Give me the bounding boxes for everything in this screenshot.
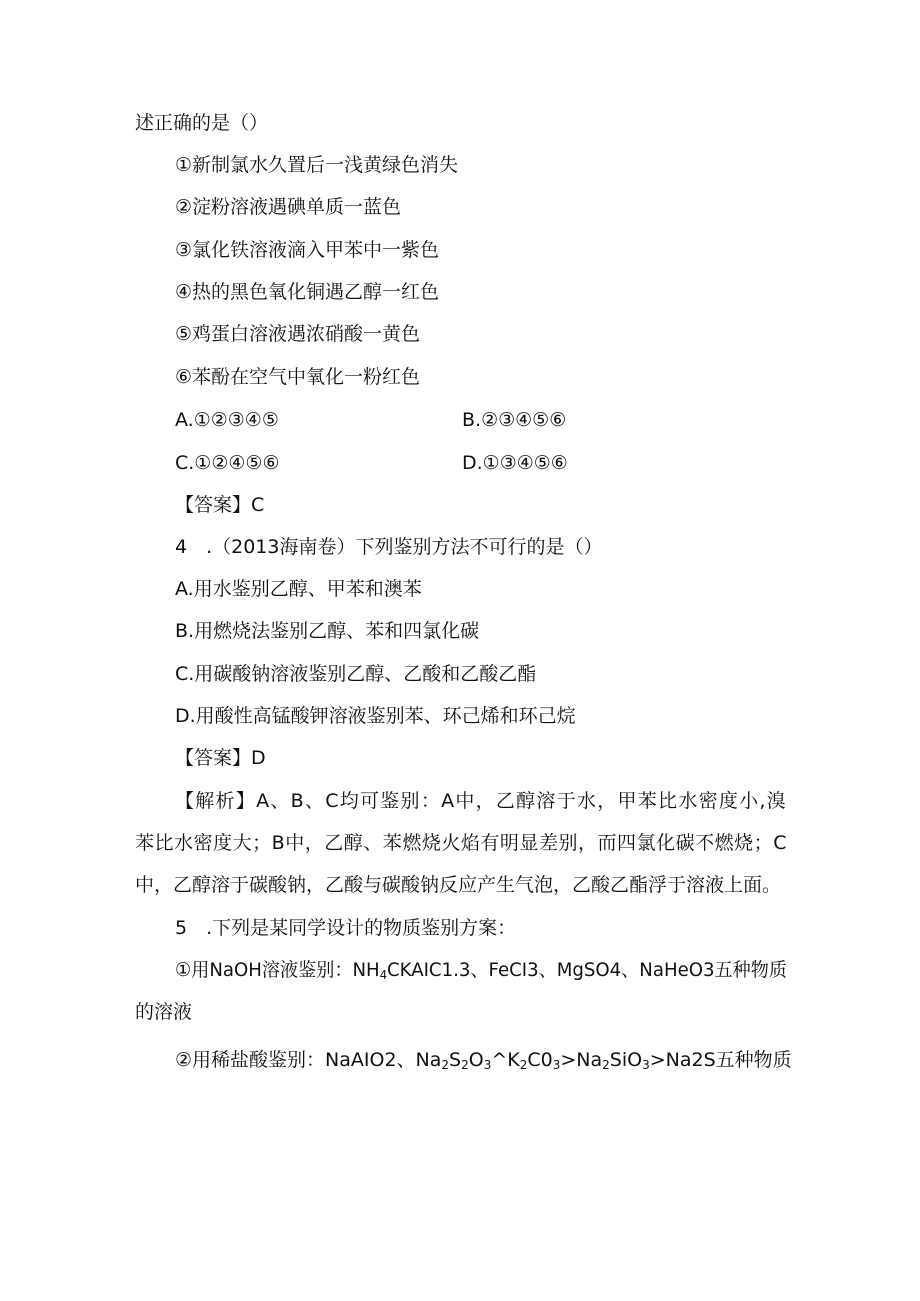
- q5-item-2: [175, 1047, 792, 1078]
- q4-analysis-text-2: 苯比水密度大；B中，乙醇、苯燃烧火焰有明显差别，而四氯化碳不燃烧；C: [135, 832, 787, 854]
- q3-item-6: ⑥苯酚在空气中氧化一粉红色: [175, 366, 421, 388]
- q5-item-2-t7: SiO: [609, 1049, 643, 1071]
- question-3-intro: 述正确的是（）: [135, 112, 269, 134]
- q5-item-2-s2: 2: [461, 1058, 469, 1072]
- q5-item-2-t1: ②用稀盐酸鉴别：NaAIO2、Na: [175, 1049, 442, 1071]
- q4-option-d: D.用酸性高锰酸钾溶液鉴别苯、环己烯和环己烷: [175, 705, 576, 727]
- q5-item-2-t6: >Na: [560, 1049, 603, 1071]
- q4-option-c: C.用碳酸钠溶液鉴别乙醇、乙酸和乙酸乙酯: [175, 663, 537, 685]
- q3-answer: 【答案】C: [175, 494, 265, 516]
- q3-option-b: B.②③④⑤⑥: [462, 409, 567, 431]
- q3-item-5: ⑤鸡蛋白溶液遇浓硝酸一黄色: [175, 323, 421, 345]
- q4-analysis-line-3: 中，乙醇溶于碳酸钠，乙酸与碳酸钠反应产生气泡，乙酸乙酯浮于溶液上面。: [135, 874, 782, 896]
- q5-item-2-s4: 2: [519, 1058, 528, 1072]
- q5-item-1-post: CKAIC1.3、FeCI3、MgSO4、NaHeO3五种物质: [386, 959, 787, 981]
- q3-item-1: ①新制氯水久置后一浅黄绿色消失: [175, 154, 459, 176]
- q4-analysis-line-2: [135, 830, 787, 856]
- q5-item-1-text: [175, 957, 787, 988]
- q5-item-2-s5: 3: [552, 1058, 561, 1072]
- q4-option-a: A.用水鉴别乙醇、甲苯和澳苯: [175, 578, 422, 600]
- q5-item-2-s6: 2: [602, 1058, 610, 1072]
- q5-item-2-t2: S: [449, 1049, 462, 1071]
- question-4-stem: 4 .（2013海南卷）下列鉴别方法不可行的是（）: [175, 536, 603, 558]
- q5-item-1: [175, 957, 787, 988]
- q4-option-b: B.用燃烧法鉴别乙醇、苯和四氯化碳: [175, 620, 480, 642]
- q5-item-2-s1: 2: [441, 1058, 450, 1072]
- q3-item-3: ③氯化铁溶液滴入甲苯中一紫色: [175, 239, 440, 261]
- q5-item-1-continuation: 的溶液: [135, 1001, 193, 1023]
- q5-item-1-pre: ①用NaOH溶液鉴别：NH: [175, 959, 380, 981]
- q3-item-2: ②淀粉溶液遇碘单质一蓝色: [175, 196, 402, 218]
- q4-analysis-text-1: 【解析】A、B、C均可鉴别：A中，乙醇溶于水，甲苯比水密度小,溴: [175, 790, 787, 812]
- q5-item-2-s7: 3: [642, 1058, 650, 1072]
- question-5-stem: 5 .下列是某同学设计的物质鉴别方案：: [175, 917, 517, 939]
- q4-analysis-line-1: [175, 788, 787, 814]
- q3-option-c: C.①②④⑤⑥: [175, 452, 280, 474]
- q5-item-1-sub: 4: [379, 968, 387, 982]
- q5-item-2-t5: C0: [527, 1049, 553, 1071]
- q5-item-2-t8: >Na2S五种物质: [649, 1049, 792, 1071]
- q3-item-4: ④热的黑色氧化铜遇乙醇一红色: [175, 281, 440, 303]
- q3-option-d: D.①③④⑤⑥: [462, 452, 568, 474]
- q4-answer: 【答案】D: [175, 747, 266, 769]
- q5-item-2-s3: 3: [483, 1058, 492, 1072]
- q3-option-a: A.①②③④⑤: [175, 409, 279, 431]
- q5-item-2-t3: O: [468, 1049, 484, 1071]
- q5-item-2-t4: ^K: [491, 1049, 520, 1071]
